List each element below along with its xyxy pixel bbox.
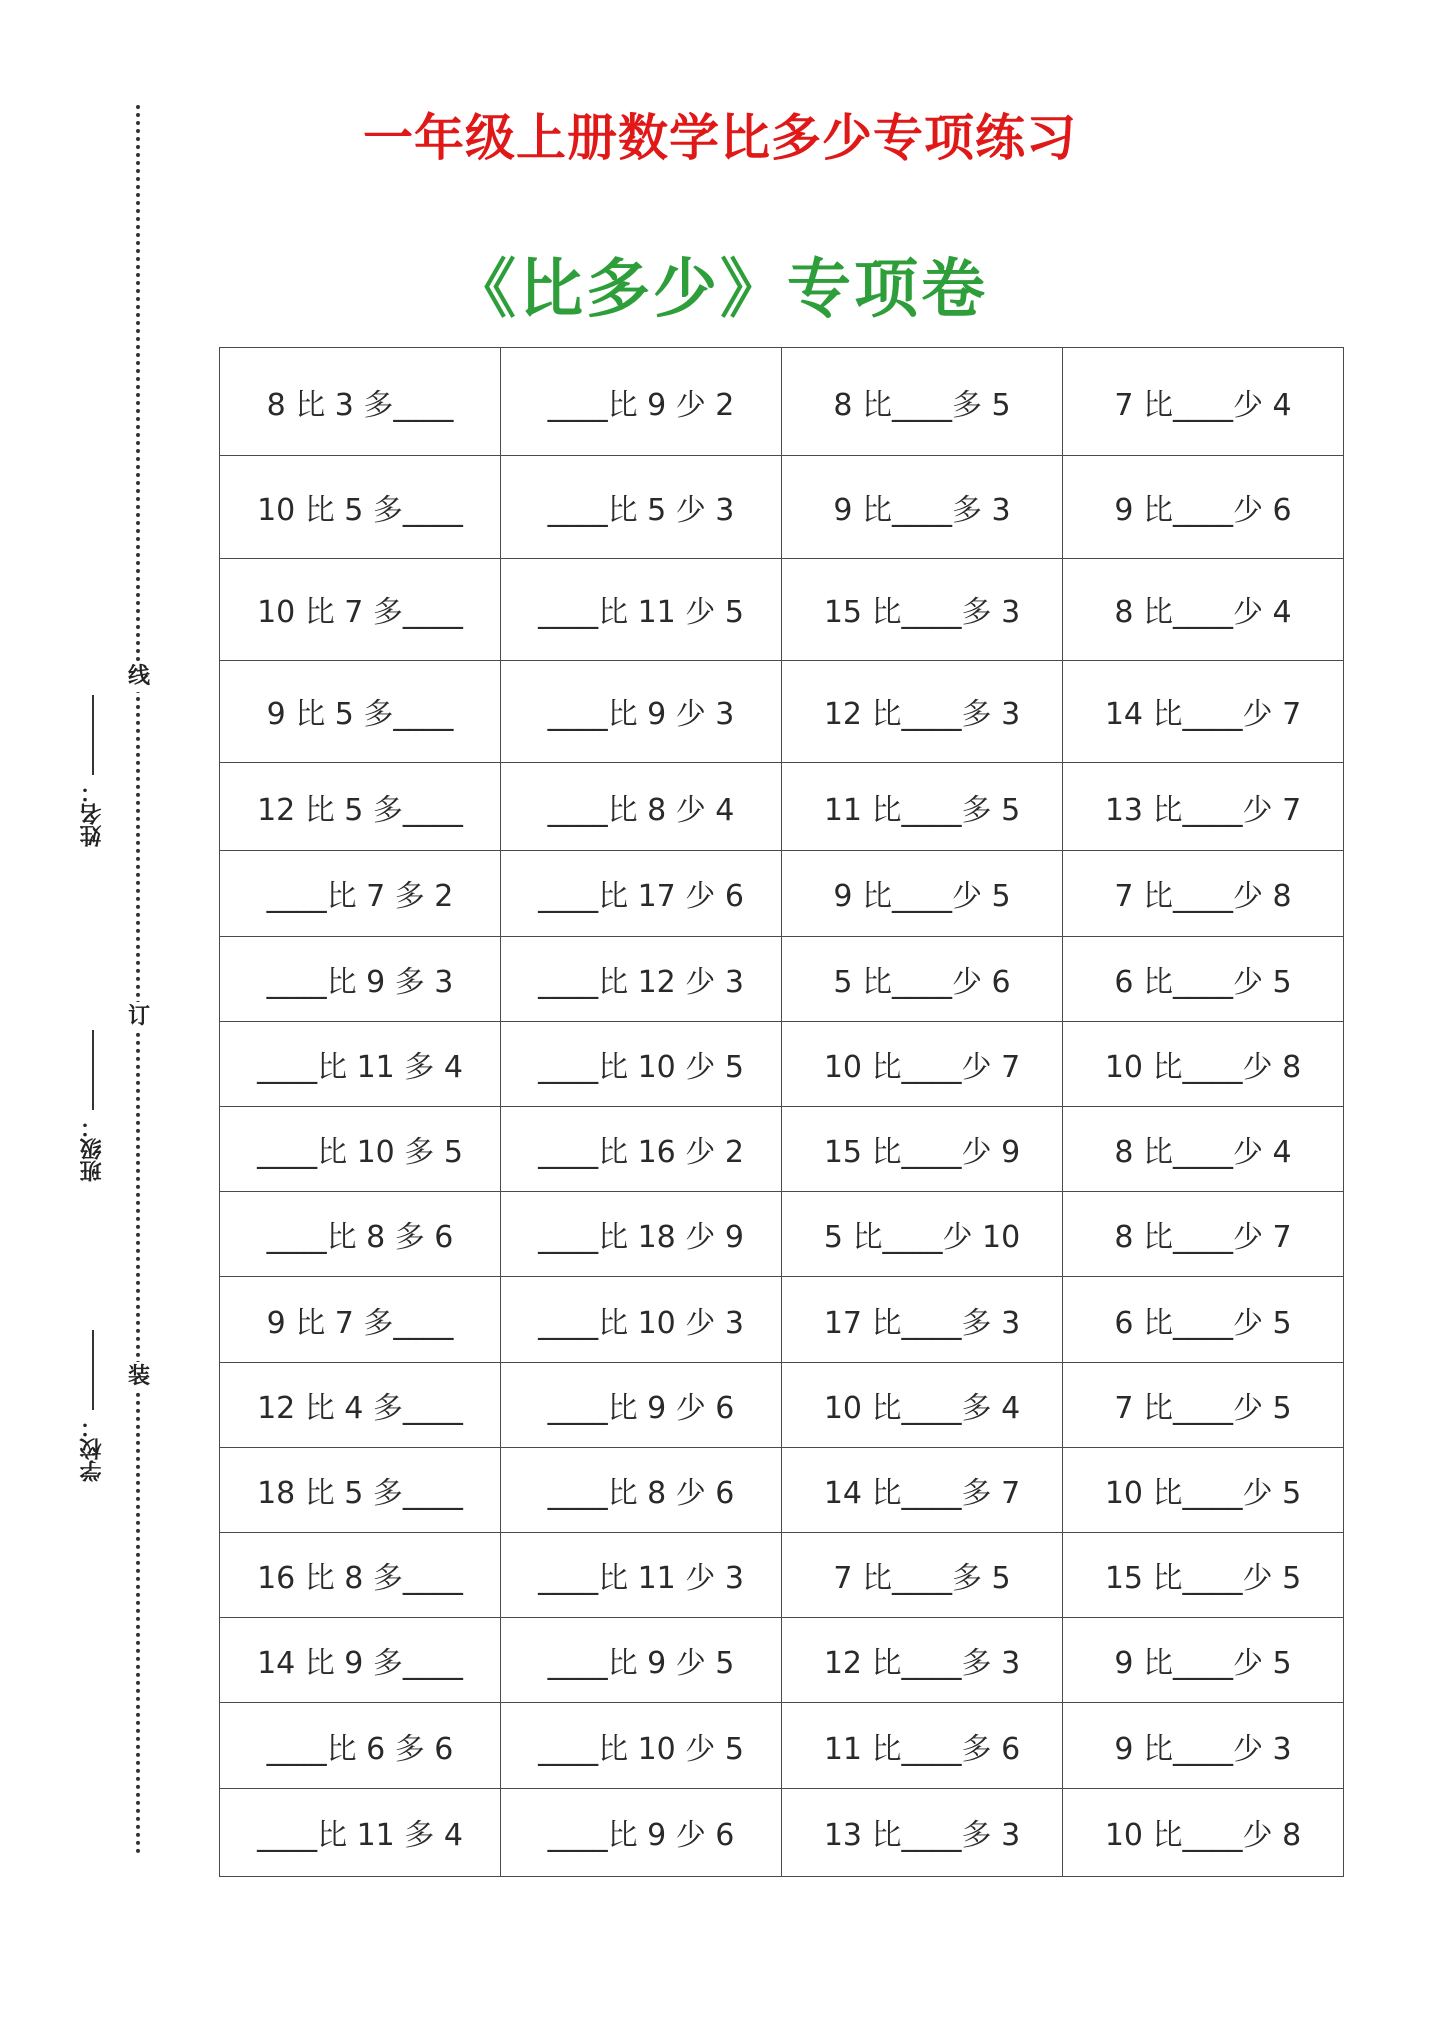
question-cell[interactable]: ____比 9 少 3 (501, 660, 782, 762)
question-cell[interactable]: 15 比____少 5 (1063, 1533, 1344, 1618)
name-label: 姓名： (80, 781, 105, 847)
question-cell[interactable]: ____比 7 多 2 (220, 851, 501, 936)
question-cell[interactable]: 11 比____多 5 (782, 763, 1063, 851)
question-cell[interactable]: 14 比____少 7 (1063, 660, 1344, 762)
table-row (220, 1447, 1344, 1532)
question-cell[interactable]: 8 比____少 4 (1063, 1106, 1344, 1191)
question-cell[interactable]: ____比 9 少 5 (501, 1618, 782, 1703)
question-cell[interactable]: 5 比____少 10 (782, 1192, 1063, 1277)
question-cell[interactable]: ____比 9 少 2 (501, 348, 782, 456)
question-cell[interactable]: 10 比____少 7 (782, 1021, 1063, 1106)
name-blank[interactable] (92, 695, 94, 775)
table-row (220, 1533, 1344, 1618)
question-cell[interactable]: ____比 12 少 3 (501, 936, 782, 1021)
question-cell[interactable]: 8 比____少 7 (1063, 1192, 1344, 1277)
binding-dotted-line (136, 105, 140, 1855)
question-cell[interactable]: ____比 16 少 2 (501, 1106, 782, 1191)
question-cell[interactable]: 14 比 9 多____ (220, 1618, 501, 1703)
question-cell[interactable]: 17 比____多 3 (782, 1277, 1063, 1362)
table-row (220, 1021, 1344, 1106)
question-cell[interactable]: ____比 10 少 5 (501, 1021, 782, 1106)
worksheet-subtitle: 《比多少》专项卷 (452, 253, 988, 327)
question-cell[interactable]: ____比 11 多 4 (220, 1021, 501, 1106)
question-cell[interactable]: ____比 10 多 5 (220, 1106, 501, 1191)
question-cell[interactable]: 16 比 8 多____ (220, 1533, 501, 1618)
question-cell[interactable]: ____比 10 少 3 (501, 1277, 782, 1362)
question-cell[interactable]: ____比 11 少 3 (501, 1533, 782, 1618)
question-cell[interactable]: ____比 18 少 9 (501, 1192, 782, 1277)
practice-table (219, 347, 1344, 1877)
table-row (220, 1703, 1344, 1788)
question-cell[interactable]: 12 比____多 3 (782, 660, 1063, 762)
question-cell[interactable]: ____比 11 少 5 (501, 558, 782, 660)
name-field[interactable] (78, 695, 108, 847)
question-cell[interactable]: 10 比____少 8 (1063, 1021, 1344, 1106)
question-cell[interactable]: ____比 9 多 3 (220, 936, 501, 1021)
question-cell[interactable]: 10 比____多 4 (782, 1362, 1063, 1447)
question-cell[interactable]: 12 比____多 3 (782, 1618, 1063, 1703)
table-row (220, 558, 1344, 660)
question-cell[interactable]: 13 比____多 3 (782, 1788, 1063, 1876)
table-row (220, 660, 1344, 762)
question-cell[interactable]: 9 比 5 多____ (220, 660, 501, 762)
question-cell[interactable]: 15 比____少 9 (782, 1106, 1063, 1191)
question-cell[interactable]: ____比 6 多 6 (220, 1703, 501, 1788)
question-cell[interactable]: ____比 8 少 4 (501, 763, 782, 851)
binding-mark-ding: 订 (128, 1002, 150, 1032)
question-cell[interactable]: 9 比 7 多____ (220, 1277, 501, 1362)
question-cell[interactable]: ____比 10 少 5 (501, 1703, 782, 1788)
class-blank[interactable] (92, 1030, 94, 1110)
question-cell[interactable]: 7 比____多 5 (782, 1533, 1063, 1618)
question-cell[interactable]: 11 比____多 6 (782, 1703, 1063, 1788)
table-row (220, 1618, 1344, 1703)
question-cell[interactable]: 8 比____少 4 (1063, 558, 1344, 660)
question-cell[interactable]: 12 比 4 多____ (220, 1362, 501, 1447)
question-cell[interactable]: 9 比____少 3 (1063, 1703, 1344, 1788)
question-cell[interactable]: 13 比____少 7 (1063, 763, 1344, 851)
question-cell[interactable]: 15 比____多 3 (782, 558, 1063, 660)
question-cell[interactable]: 9 比____多 3 (782, 456, 1063, 558)
question-cell[interactable]: 5 比____少 6 (782, 936, 1063, 1021)
question-cell[interactable]: 10 比 5 多____ (220, 456, 501, 558)
table-row (220, 456, 1344, 558)
table-row (220, 348, 1344, 456)
class-field[interactable] (78, 1030, 108, 1182)
question-cell[interactable]: ____比 9 少 6 (501, 1362, 782, 1447)
binding-mark-xian: 线 (128, 662, 150, 692)
class-label: 班级： (80, 1116, 105, 1182)
table-row (220, 1277, 1344, 1362)
table-row (220, 1362, 1344, 1447)
question-cell[interactable]: ____比 5 少 3 (501, 456, 782, 558)
question-cell[interactable]: 10 比____少 8 (1063, 1788, 1344, 1876)
question-cell[interactable]: ____比 17 少 6 (501, 851, 782, 936)
table-row (220, 851, 1344, 936)
question-cell[interactable]: 9 比____少 6 (1063, 456, 1344, 558)
question-cell[interactable]: ____比 9 少 6 (501, 1788, 782, 1876)
table-row (220, 1106, 1344, 1191)
question-cell[interactable]: 6 比____少 5 (1063, 1277, 1344, 1362)
question-cell[interactable]: ____比 8 多 6 (220, 1192, 501, 1277)
school-blank[interactable] (92, 1330, 94, 1410)
question-cell[interactable]: ____比 11 多 4 (220, 1788, 501, 1876)
question-cell[interactable]: 10 比____少 5 (1063, 1447, 1344, 1532)
page-title: 一年级上册数学比多少专项练习 (363, 109, 1077, 167)
question-cell[interactable]: 9 比____少 5 (782, 851, 1063, 936)
school-field[interactable] (78, 1330, 108, 1482)
question-cell[interactable]: 10 比 7 多____ (220, 558, 501, 660)
school-label: 学校： (80, 1416, 105, 1482)
table-row (220, 1788, 1344, 1876)
question-cell[interactable]: 6 比____少 5 (1063, 936, 1344, 1021)
question-cell[interactable]: 8 比 3 多____ (220, 348, 501, 456)
question-cell[interactable]: 18 比 5 多____ (220, 1447, 501, 1532)
question-cell[interactable]: 7 比____少 5 (1063, 1362, 1344, 1447)
table-row (220, 763, 1344, 851)
table-row (220, 936, 1344, 1021)
question-cell[interactable]: ____比 8 少 6 (501, 1447, 782, 1532)
question-cell[interactable]: 7 比____少 4 (1063, 348, 1344, 456)
question-cell[interactable]: 7 比____少 8 (1063, 851, 1344, 936)
question-cell[interactable]: 9 比____少 5 (1063, 1618, 1344, 1703)
question-cell[interactable]: 14 比____多 7 (782, 1447, 1063, 1532)
table-row (220, 1192, 1344, 1277)
question-cell[interactable]: 12 比 5 多____ (220, 763, 501, 851)
binding-mark-zhuang: 装 (128, 1362, 150, 1392)
question-cell[interactable]: 8 比____多 5 (782, 348, 1063, 456)
